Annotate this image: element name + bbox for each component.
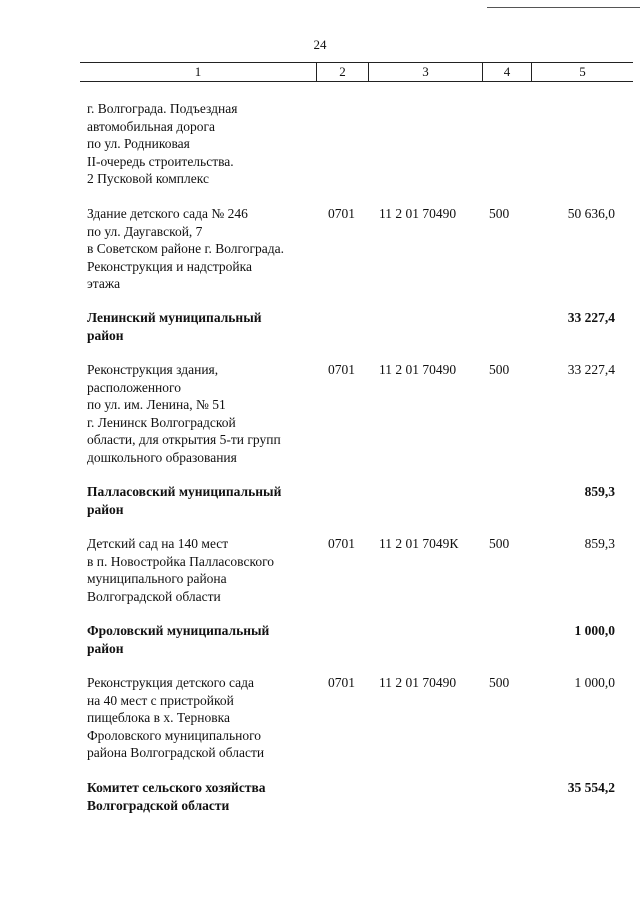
row-amount: 859,3 — [584, 536, 615, 551]
row-expense-type: 500 — [489, 675, 510, 690]
row-name: Комитет сельского хозяйства Волгоградской области — [87, 780, 266, 813]
row-amount: 35 554,2 — [567, 780, 615, 795]
row-name: Реконструкция здания, расположенного по ул. им. Ленина, № 51 г. Ленинск Волгоградской области, для открытия 5-ти групп дошкольного образования — [87, 362, 281, 465]
row-expense-type: 500 — [489, 362, 510, 377]
row-amount: 33 227,4 — [567, 310, 615, 325]
row-target-article: 11 2 01 70490 — [379, 362, 457, 377]
row-amount: 859,3 — [584, 484, 615, 499]
column-header-1: 1 — [194, 64, 202, 79]
top-rule — [487, 7, 640, 8]
row-name: Ленинский муниципальный район — [87, 310, 262, 343]
row-name: Детский сад на 140 мест в п. Новостройка Палласовского муниципального района Волгоградской области — [87, 536, 275, 604]
row-name: Здание детского сада № 246 по ул. Даугавской, 7 в Советском районе г. Волгограда. Реконструкция и надстройка этажа — [87, 206, 284, 291]
row-target-article: 11 2 01 70490 — [379, 206, 457, 221]
row-expense-type: 500 — [489, 536, 510, 551]
row-expense-type: 500 — [489, 206, 510, 221]
row-name: г. Волгограда. Подъездная автомобильная дорога по ул. Родниковая II-очередь строительства. 2 Пусковой комплекс — [87, 101, 238, 186]
row-name: Реконструкция детского сада на 40 мест с пристройкой пищеблока в х. Терновка Фроловского муниципального района Волгоградской области — [87, 675, 265, 760]
row-amount: 1 000,0 — [574, 675, 615, 690]
row-section-code: 0701 — [328, 362, 355, 377]
column-header-2: 2 — [339, 64, 346, 79]
column-header-3: 3 — [422, 64, 429, 79]
row-amount: 1 000,0 — [574, 623, 615, 638]
row-target-article: 11 2 01 7049К — [379, 536, 459, 551]
row-amount: 50 636,0 — [567, 206, 615, 221]
row-name: Палласовский муниципальный район — [87, 484, 282, 517]
row-section-code: 0701 — [328, 536, 355, 551]
row-section-code: 0701 — [328, 675, 355, 690]
column-header-4: 4 — [503, 64, 511, 79]
row-section-code: 0701 — [328, 206, 355, 221]
row-amount: 33 227,4 — [567, 362, 615, 377]
row-name: Фроловский муниципальный район — [87, 623, 270, 656]
column-header-row — [80, 62, 633, 82]
column-header-5: 5 — [579, 64, 586, 79]
page-number: 24 — [313, 37, 327, 52]
row-target-article: 11 2 01 70490 — [379, 675, 457, 690]
